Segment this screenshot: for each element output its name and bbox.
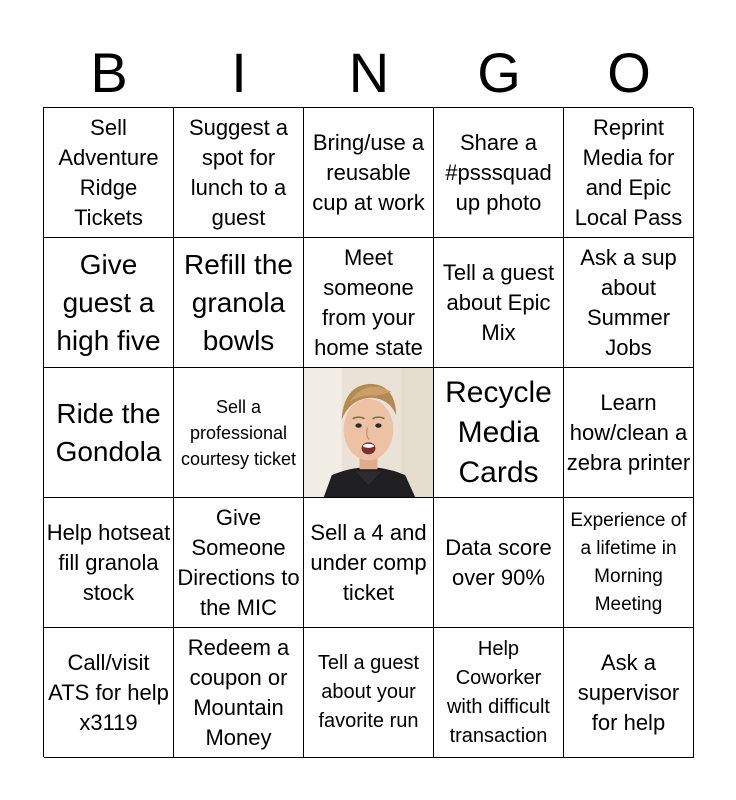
bingo-cell-r1c1[interactable] — [44, 108, 174, 238]
cell-text: Sell a professional courtesy ticket — [180, 396, 297, 469]
cell-text: Redeem a coupon or Mountain Money — [187, 634, 290, 750]
bingo-cell-r4c1[interactable] — [44, 498, 174, 628]
cell-text: Help hotseat fill granola stock — [46, 519, 171, 605]
header-letter-g: G — [477, 41, 521, 104]
cell-text: Sell a 4 and under comp ticket — [310, 519, 427, 605]
cell-text: Tell a guest about your favorite run — [317, 652, 420, 732]
cell-text: Reprint Media for and Epic Local Pass — [574, 114, 683, 230]
cell-text: Give Someone Directions to the MIC — [177, 504, 300, 620]
cell-text: Call/visit ATS for help x3119 — [48, 649, 169, 735]
cell-text: Share a #psssquad up photo — [445, 129, 552, 215]
cell-text: Data score over 90% — [445, 534, 552, 590]
bingo-cell-r5c3[interactable] — [304, 628, 434, 758]
bingo-cell-r1c4[interactable] — [434, 108, 564, 238]
bingo-cell-r2c5[interactable] — [564, 238, 694, 368]
header-letter-n: N — [348, 41, 390, 104]
cell-text: Ask a supervisor for help — [577, 649, 680, 735]
bingo-cell-r4c5[interactable] — [564, 498, 694, 628]
cell-text: Help Coworker with difficult transaction — [446, 637, 550, 747]
cell-text: Ride the Gondola — [55, 397, 162, 467]
cell-text: Experience of a lifetime in Morning Meeting — [570, 509, 687, 615]
cell-text: Suggest a spot for lunch to a guest — [188, 114, 289, 230]
header-letter-b: B — [90, 41, 128, 104]
bingo-board — [43, 107, 693, 757]
header-letter-o: O — [607, 41, 651, 104]
bingo-cell-r5c1[interactable] — [44, 628, 174, 758]
bingo-cell-r4c2[interactable] — [174, 498, 304, 628]
bingo-cell-r1c2[interactable] — [174, 108, 304, 238]
cell-text: Meet someone from your home state — [314, 244, 423, 360]
bingo-cell-r5c5[interactable] — [564, 628, 694, 758]
bingo-cell-r2c1[interactable] — [44, 238, 174, 368]
bingo-cell-r5c4[interactable] — [434, 628, 564, 758]
cell-text: Tell a guest about Epic Mix — [442, 259, 555, 345]
cell-text: Learn how/clean a zebra printer — [566, 389, 691, 475]
bingo-cell-r1c5[interactable] — [564, 108, 694, 238]
portrait-image — [304, 368, 433, 497]
bingo-cell-r2c4[interactable] — [434, 238, 564, 368]
bingo-header — [44, 40, 694, 106]
bingo-cell-r2c2[interactable] — [174, 238, 304, 368]
cell-text: Recycle Media Cards — [445, 375, 552, 489]
bingo-cell-r1c3[interactable] — [304, 108, 434, 238]
bingo-cell-r2c3[interactable] — [304, 238, 434, 368]
bingo-cell-r4c3[interactable] — [304, 498, 434, 628]
cell-text: Ask a sup about Summer Jobs — [580, 244, 677, 360]
bingo-cell-r3c2[interactable] — [174, 368, 304, 498]
bingo-cell-r3c4[interactable] — [434, 368, 564, 498]
cell-text: Bring/use a reusable cup at work — [312, 129, 425, 215]
free-space-photo[interactable] — [304, 368, 434, 498]
bingo-cell-r5c2[interactable] — [174, 628, 304, 758]
cell-text: Refill the granola bowls — [184, 248, 293, 356]
bingo-cell-r3c1[interactable] — [44, 368, 174, 498]
cell-text: Sell Adventure Ridge Tickets — [58, 114, 159, 230]
cell-text: Give guest a high five — [56, 248, 161, 356]
bingo-cell-r3c5[interactable] — [564, 368, 694, 498]
bingo-cell-r4c4[interactable] — [434, 498, 564, 628]
header-letter-i: I — [231, 41, 247, 104]
